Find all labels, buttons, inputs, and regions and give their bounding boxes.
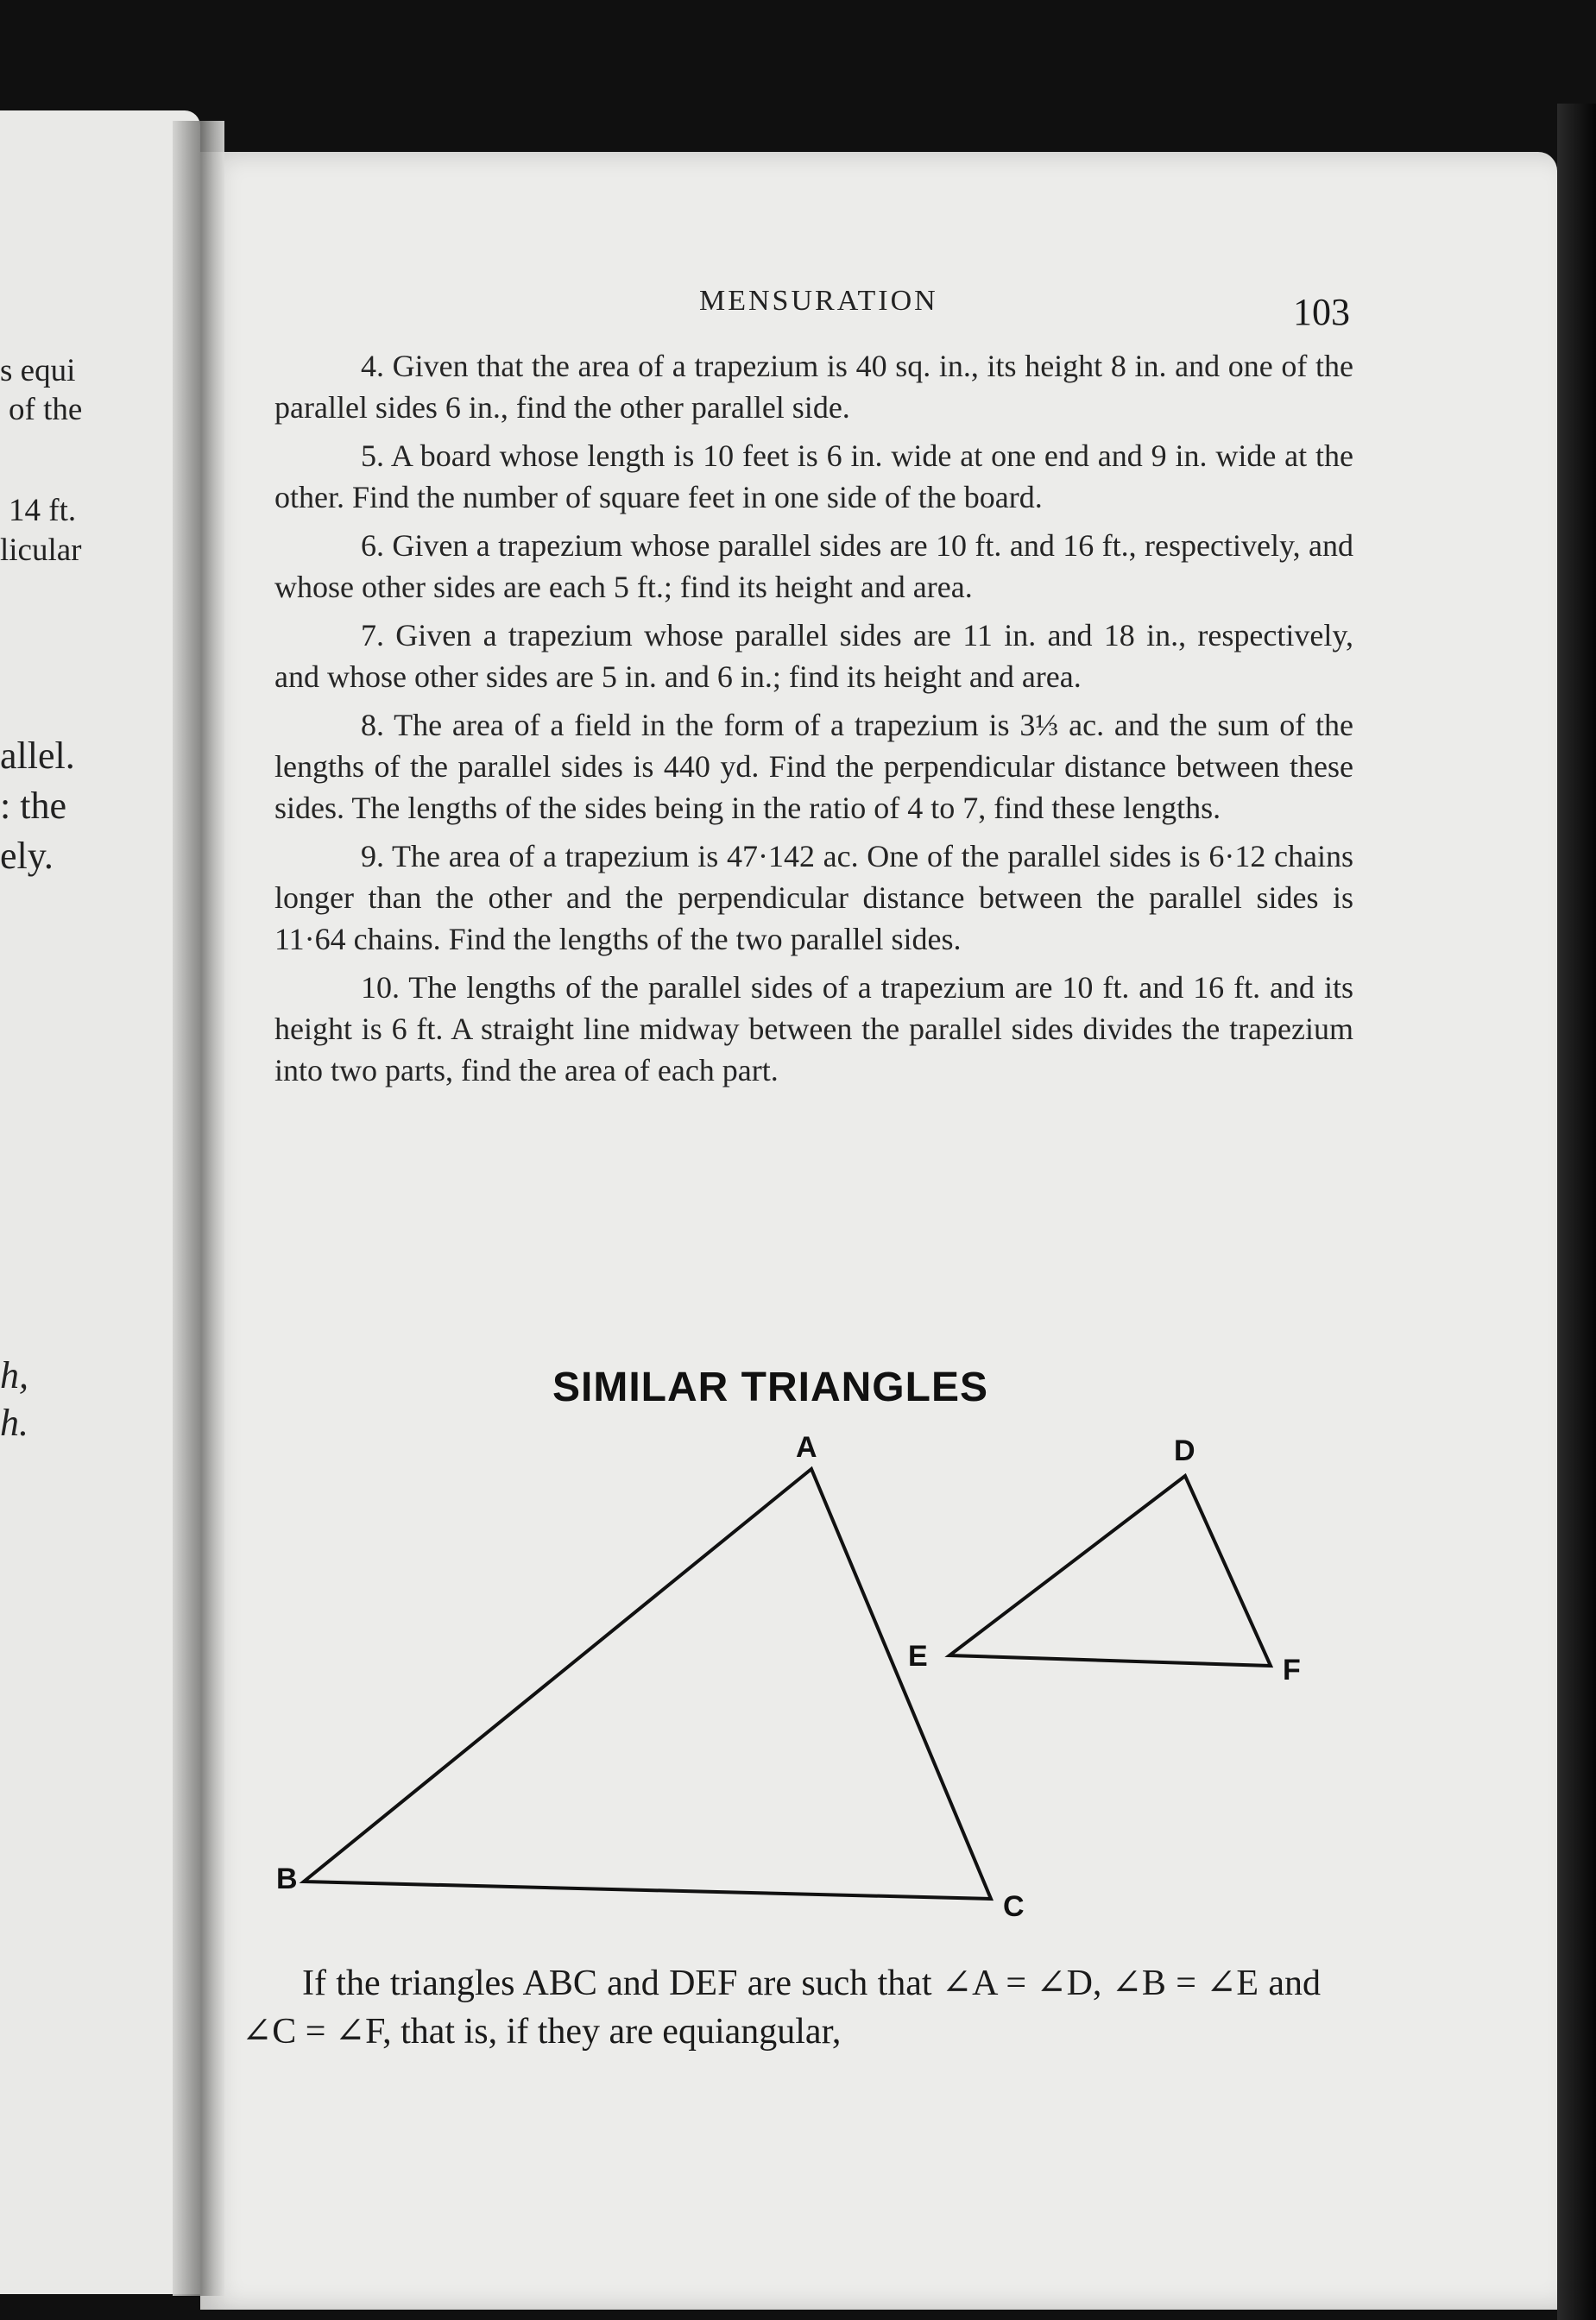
closing-paragraph: If the triangles ABC and DEF are such that ∠A = ∠D, ∠B = ∠E and ∠C = ∠F, that is, if they are equiangular, [242,1964,1321,2052]
vertex-label-a: A [796,1431,817,1464]
section-heading: SIMILAR TRIANGLES [552,1365,988,1410]
exercise-item: 10. The lengths of the parallel sides of a trapezium are 10 ft. and 16 ft. and its height is 6 ft. A straight line midway between the parallel sides divides the trapezium into two parts, find the area of each part. [274,970,1353,1088]
vertex-label-d: D [1174,1434,1195,1467]
page-number: 103 [1293,291,1350,333]
book-gutter [173,121,224,2296]
left-page-fragment: h, [0,1354,28,1396]
left-page-fragment: s equi [0,353,76,388]
left-page-fragment: h. [0,1402,28,1444]
exercise-item: 8. The area of a field in the form of a trapezium is 3⅓ ac. and the sum of the lengths of the parallel sides is 440 yd. Find the perpendicular distance between these sides. The lengths of the sides being in the ratio of 4 to 7, find these lengths. [274,708,1353,825]
running-header: MENSURATION [699,285,938,317]
similar-triangles-diagram [259,1415,1347,1933]
left-page-fragment: 14 ft. [9,493,77,528]
exercise-item: 4. Given that the area of a trapezium is 40 sq. in., its height 8 in. and one of the parallel sides 6 in., find the other parallel side. [274,349,1353,425]
triangle-def [949,1476,1271,1666]
left-page-fragment: : the [0,785,66,827]
exercise-item: 7. Given a trapezium whose parallel sides are 11 in. and 18 in., respectively, and whose other sides are 5 in. and 6 in.; find its height and area. [274,618,1353,694]
left-page-fragment: of the [9,392,83,427]
left-page-fragment: allel. [0,734,75,777]
exercise-list [274,345,1353,1100]
triangle-abc [304,1469,991,1899]
left-page-fragment: ely. [0,835,54,877]
vertex-label-c: C [1003,1890,1025,1923]
page-edge [1557,104,1596,2320]
vertex-label-b: B [276,1863,298,1895]
vertex-label-f: F [1283,1654,1301,1686]
left-page-fragment: licular [0,533,82,568]
exercise-item: 6. Given a trapezium whose parallel sides are 10 ft. and 16 ft., respectively, and whose other sides are each 5 ft.; find its height and area. [274,528,1353,604]
exercise-item: 9. The area of a trapezium is 47·142 ac. One of the parallel sides is 6·12 chains longer than the other and the perpendicular distance between the parallel sides is 11·64 chains. Find the lengths of the two parallel sides. [274,839,1353,956]
exercise-item: 5. A board whose length is 10 feet is 6 in. wide at one end and 9 in. wide at the other. Find the number of square feet in one side of the board. [274,438,1353,514]
vertex-label-e: E [908,1640,928,1673]
left-facing-page [0,110,200,2294]
